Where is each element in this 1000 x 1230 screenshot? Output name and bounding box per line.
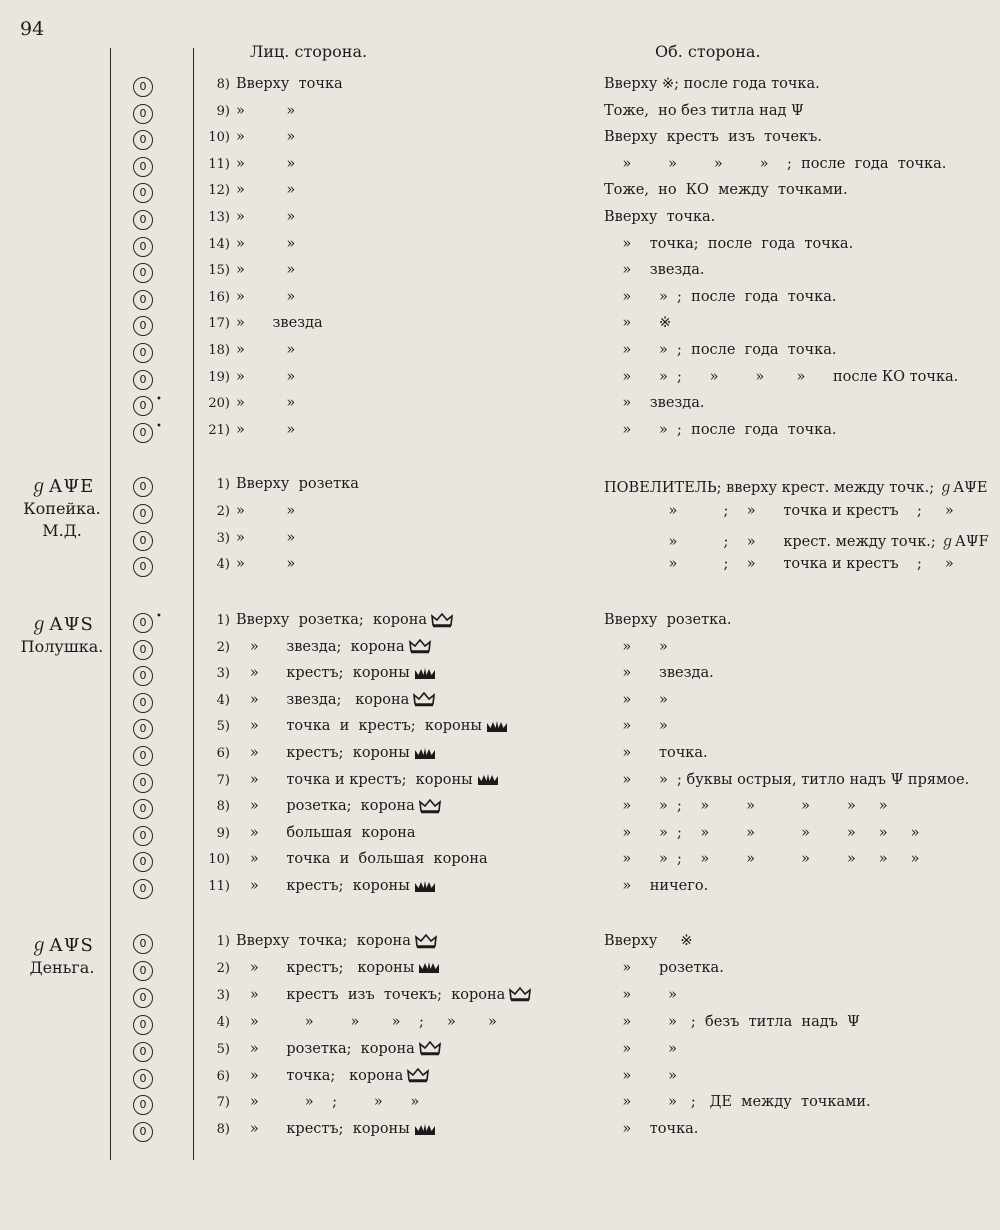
crowns-icon bbox=[477, 772, 499, 787]
row-number: 6) bbox=[216, 746, 230, 761]
crown-icon bbox=[419, 1041, 441, 1056]
table-row bbox=[0, 528, 1000, 554]
row-number: 19) bbox=[208, 369, 230, 385]
front-text: » крестъ; короны bbox=[236, 1121, 410, 1138]
front-description bbox=[236, 503, 295, 519]
dot-mark: • bbox=[156, 394, 162, 406]
row-number: 3) bbox=[216, 666, 230, 682]
back-description: » » ; » » » » » bbox=[604, 798, 888, 815]
front-description bbox=[236, 745, 436, 761]
circle-mark-icon: 0 bbox=[133, 557, 153, 577]
circle-mark-icon: 0 bbox=[133, 504, 153, 524]
row-number: 11) bbox=[208, 879, 230, 894]
table-row bbox=[0, 1012, 1000, 1038]
front-description bbox=[236, 1094, 419, 1110]
front-description bbox=[236, 612, 453, 628]
front-text: » точка и крестъ; короны bbox=[236, 718, 482, 735]
front-text: » крестъ изъ точекъ; корона bbox=[236, 986, 506, 1003]
page-number: 94 bbox=[20, 18, 45, 40]
row-number: 8) bbox=[216, 77, 230, 92]
front-text: » » bbox=[236, 421, 296, 438]
circle-mark-icon: 0 bbox=[133, 396, 153, 416]
front-text: » крестъ; короны bbox=[236, 745, 410, 761]
front-text: Вверху точка; корона bbox=[236, 933, 411, 949]
circle-mark-icon: 0 bbox=[133, 104, 153, 124]
row-number: 1) bbox=[216, 613, 230, 628]
back-description: Вверху точка. bbox=[604, 209, 716, 225]
front-description bbox=[236, 1041, 441, 1057]
front-description bbox=[236, 369, 295, 385]
front-description bbox=[236, 1068, 429, 1084]
table-row bbox=[0, 101, 1000, 127]
circle-mark-icon: 0 bbox=[133, 1042, 153, 1062]
front-text: » точка и большая корона bbox=[236, 851, 488, 868]
table-row bbox=[0, 127, 1000, 153]
front-text: » » bbox=[236, 129, 296, 146]
back-description: » » ; » » » » » » bbox=[604, 824, 920, 841]
denomination-mark: М.Д. bbox=[42, 521, 82, 540]
row-number: 12) bbox=[208, 183, 230, 199]
back-description: » » bbox=[604, 986, 678, 1003]
table-row bbox=[0, 474, 1000, 500]
circle-mark-icon: 0 bbox=[133, 640, 153, 660]
front-text: Вверху точка bbox=[236, 76, 343, 92]
back-description: » » ; после года точка. bbox=[604, 288, 837, 305]
back-description: » ничего. bbox=[604, 878, 709, 894]
front-description bbox=[236, 156, 295, 172]
circle-mark-icon: 0 bbox=[133, 799, 153, 819]
front-text: » крестъ; короны bbox=[236, 959, 415, 976]
row-number: 9) bbox=[216, 103, 230, 119]
row-number: 1) bbox=[216, 477, 230, 492]
dot-mark: • bbox=[156, 420, 162, 432]
circle-mark-icon: 0 bbox=[133, 746, 153, 766]
circle-mark-icon: 0 bbox=[133, 773, 153, 793]
front-description bbox=[236, 1014, 497, 1030]
back-description: » точка. bbox=[604, 1121, 699, 1138]
back-description: » » ; после года точка. bbox=[604, 421, 837, 438]
front-description bbox=[236, 825, 416, 841]
front-text: » » bbox=[236, 529, 296, 546]
row-number: 11) bbox=[208, 156, 230, 172]
crowns-icon bbox=[414, 1122, 436, 1137]
row-number: 4) bbox=[216, 692, 230, 708]
crown-icon bbox=[415, 934, 437, 949]
back-description: » звезда. bbox=[604, 395, 705, 412]
table-row bbox=[0, 260, 1000, 286]
row-number: 7) bbox=[216, 772, 230, 788]
back-description: » » ; после года точка. bbox=[604, 342, 837, 358]
circle-mark-icon: 0 bbox=[133, 210, 153, 230]
table-row bbox=[0, 420, 1000, 446]
circle-mark-icon: 0 bbox=[133, 370, 153, 390]
front-description bbox=[236, 718, 508, 734]
back-description: » » bbox=[604, 691, 668, 708]
front-text: » » bbox=[236, 102, 296, 119]
front-description bbox=[236, 262, 295, 278]
front-text: » большая корона bbox=[236, 824, 416, 841]
circle-mark-icon: 0 bbox=[133, 1122, 153, 1142]
circle-mark-icon: 0 bbox=[133, 693, 153, 713]
front-description bbox=[236, 798, 441, 814]
back-description: » » ; ДЕ между точками. bbox=[604, 1094, 871, 1111]
back-description: Вверху крестъ изъ точекъ. bbox=[604, 129, 822, 146]
back-description: » звезда. bbox=[604, 262, 705, 279]
row-number: 17) bbox=[208, 316, 230, 332]
circle-mark-icon: 0 bbox=[133, 1069, 153, 1089]
table-row bbox=[0, 690, 1000, 716]
table-row bbox=[0, 313, 1000, 339]
table-row bbox=[0, 849, 1000, 875]
front-text: » розетка; корона bbox=[236, 798, 415, 815]
front-description bbox=[236, 395, 295, 411]
table-row bbox=[0, 743, 1000, 769]
table-row bbox=[0, 770, 1000, 796]
front-description bbox=[236, 182, 295, 198]
table-row bbox=[0, 234, 1000, 260]
front-description bbox=[236, 530, 295, 546]
denomination-name: Деньга. bbox=[29, 958, 95, 977]
back-description: » » » » ; после года точка. bbox=[604, 155, 947, 172]
circle-mark-icon: 0 bbox=[133, 988, 153, 1008]
row-number: 9) bbox=[216, 825, 230, 841]
circle-mark-icon: 0 bbox=[133, 961, 153, 981]
row-number: 10) bbox=[208, 852, 230, 868]
circle-mark-icon: 0 bbox=[133, 879, 153, 899]
front-text: » » bbox=[236, 502, 296, 519]
table-row bbox=[0, 663, 1000, 689]
front-text: » » bbox=[236, 395, 296, 412]
front-text: » » » » ; » » bbox=[236, 1013, 497, 1030]
table-row bbox=[0, 716, 1000, 742]
back-description: » » bbox=[604, 1067, 678, 1084]
back-description: » » bbox=[604, 638, 668, 655]
circle-mark-icon: 0 bbox=[133, 666, 153, 686]
table-row bbox=[0, 876, 1000, 902]
circle-mark-icon: 0 bbox=[133, 290, 153, 310]
back-description: » ※ bbox=[604, 315, 672, 332]
header-front-side: Лиц. сторона. bbox=[250, 42, 368, 61]
crowns-icon bbox=[414, 879, 436, 894]
table-row bbox=[0, 985, 1000, 1011]
back-description: » » bbox=[604, 1040, 678, 1057]
back-description: Тоже, но без титла над Ψ bbox=[604, 102, 804, 119]
row-number: 2) bbox=[216, 960, 230, 976]
front-description bbox=[236, 960, 440, 976]
crown-icon bbox=[509, 987, 531, 1002]
crown-icon bbox=[413, 692, 435, 707]
header-back-side: Об. сторона. bbox=[655, 42, 761, 61]
row-number: 21) bbox=[208, 422, 230, 438]
circle-mark-icon: 0 bbox=[133, 423, 153, 443]
table-row bbox=[0, 367, 1000, 393]
front-description bbox=[236, 76, 343, 92]
row-number: 4) bbox=[216, 557, 230, 573]
front-text: » точка; корона bbox=[236, 1067, 404, 1084]
front-text: » » ; » » bbox=[236, 1094, 420, 1111]
row-number: 2) bbox=[216, 639, 230, 655]
row-number: 7) bbox=[216, 1095, 230, 1111]
front-text: » точка и крестъ; короны bbox=[236, 771, 473, 788]
table-row bbox=[0, 393, 1000, 419]
front-text: Вверху розетка bbox=[236, 476, 359, 492]
row-number: 3) bbox=[216, 530, 230, 546]
front-description bbox=[236, 665, 436, 681]
back-description: » звезда. bbox=[604, 665, 714, 682]
front-description bbox=[236, 556, 295, 572]
denomination-name: Полушка. bbox=[20, 637, 104, 656]
circle-mark-icon: 0 bbox=[133, 183, 153, 203]
front-description bbox=[236, 315, 323, 331]
front-text: Вверху розетка; корона bbox=[236, 612, 428, 628]
circle-mark-icon: 0 bbox=[133, 263, 153, 283]
table-row bbox=[0, 287, 1000, 313]
back-description: ПОВЕЛИТЕЛЬ; вверху крест. между точк.; ℊАΨЕ bbox=[604, 480, 988, 496]
row-number: 16) bbox=[208, 289, 230, 305]
table-row bbox=[0, 180, 1000, 206]
back-description: » » ; » » » после КО точка. bbox=[604, 368, 959, 385]
back-description: » точка; после года точка. bbox=[604, 235, 854, 252]
table-row bbox=[0, 340, 1000, 366]
front-text: » звезда bbox=[236, 315, 323, 332]
table-row bbox=[0, 1066, 1000, 1092]
circle-mark-icon: 0 bbox=[133, 237, 153, 257]
front-description bbox=[236, 209, 295, 225]
denomination-code: ℊАΨЕ bbox=[29, 476, 95, 497]
row-number: 15) bbox=[208, 263, 230, 279]
front-description bbox=[236, 342, 295, 358]
front-text: » звезда; корона bbox=[236, 691, 410, 708]
crown-icon bbox=[409, 639, 431, 654]
front-text: » » bbox=[236, 262, 296, 279]
back-description: Вверху ※ bbox=[604, 933, 693, 949]
back-description: » » ; безъ титла надъ Ψ bbox=[604, 1013, 860, 1030]
table-row bbox=[0, 1119, 1000, 1145]
circle-mark-icon: 0 bbox=[133, 1015, 153, 1035]
table-row bbox=[0, 74, 1000, 100]
front-text: » » bbox=[236, 235, 296, 252]
front-description bbox=[236, 987, 531, 1003]
back-description: Вверху ※; после года точка. bbox=[604, 76, 820, 92]
front-text: » розетка; корона bbox=[236, 1040, 415, 1057]
front-description bbox=[236, 933, 437, 949]
crowns-icon bbox=[486, 719, 508, 734]
row-number: 5) bbox=[216, 719, 230, 735]
table-row bbox=[0, 1039, 1000, 1065]
table-row bbox=[0, 207, 1000, 233]
circle-mark-icon: 0 bbox=[133, 852, 153, 872]
table-row bbox=[0, 931, 1000, 957]
back-description: » точка. bbox=[604, 745, 708, 761]
circle-mark-icon: 0 bbox=[133, 130, 153, 150]
back-description: » » ; буквы острыя, титло надъ Ψ прямое. bbox=[604, 771, 970, 788]
crown-icon bbox=[419, 799, 441, 814]
front-text: » » bbox=[236, 288, 296, 305]
row-number: 13) bbox=[208, 210, 230, 225]
circle-mark-icon: 0 bbox=[133, 157, 153, 177]
row-number: 4) bbox=[216, 1014, 230, 1030]
front-description bbox=[236, 129, 295, 145]
table-row bbox=[0, 554, 1000, 580]
circle-mark-icon: 0 bbox=[133, 316, 153, 336]
dot-mark: • bbox=[156, 611, 162, 622]
circle-mark-icon: 0 bbox=[133, 477, 153, 497]
circle-mark-icon: 0 bbox=[133, 1095, 153, 1115]
circle-mark-icon: 0 bbox=[133, 77, 153, 97]
back-description: » ; » точка и крестъ ; » bbox=[604, 556, 954, 573]
front-text: » » bbox=[236, 155, 296, 172]
row-number: 6) bbox=[216, 1068, 230, 1084]
table-row bbox=[0, 823, 1000, 849]
crowns-icon bbox=[414, 666, 436, 681]
back-description: » » bbox=[604, 718, 668, 735]
denomination-name: Копейка. bbox=[23, 499, 101, 518]
row-number: 2) bbox=[216, 503, 230, 519]
front-description bbox=[236, 772, 499, 788]
table-row bbox=[0, 637, 1000, 663]
denomination-code: ℊАΨЅ bbox=[30, 935, 94, 956]
back-description: » ; » точка и крестъ ; » bbox=[604, 502, 954, 519]
front-text: » » bbox=[236, 209, 296, 225]
circle-mark-icon: 0 bbox=[133, 613, 153, 633]
front-text: » крестъ; короны bbox=[236, 665, 410, 682]
front-description bbox=[236, 692, 435, 708]
front-text: » » bbox=[236, 182, 296, 199]
row-number: 5) bbox=[216, 1041, 230, 1057]
back-description: Вверху розетка. bbox=[604, 612, 732, 628]
row-number: 14) bbox=[208, 236, 230, 252]
circle-mark-icon: 0 bbox=[133, 826, 153, 846]
front-text: » » bbox=[236, 368, 296, 385]
row-number: 3) bbox=[216, 987, 230, 1003]
front-description bbox=[236, 1121, 436, 1137]
row-number: 1) bbox=[216, 934, 230, 949]
front-text: » » bbox=[236, 556, 296, 573]
front-description bbox=[236, 289, 295, 305]
back-description: » ; » крест. между точк.; ℊАΨF bbox=[604, 533, 989, 550]
row-number: 8) bbox=[216, 1122, 230, 1138]
row-number: 10) bbox=[208, 130, 230, 146]
crown-icon bbox=[431, 613, 453, 628]
table-row bbox=[0, 796, 1000, 822]
table-row bbox=[0, 610, 1000, 636]
table-row bbox=[0, 958, 1000, 984]
circle-mark-icon: 0 bbox=[133, 343, 153, 363]
circle-mark-icon: 0 bbox=[133, 531, 153, 551]
table-row bbox=[0, 501, 1000, 527]
front-text: » » bbox=[236, 342, 296, 358]
row-number: 20) bbox=[208, 396, 230, 412]
row-number: 18) bbox=[208, 343, 230, 358]
front-description bbox=[236, 878, 436, 894]
denomination-code: ℊАΨЅ bbox=[30, 614, 94, 635]
front-text: » звезда; корона bbox=[236, 638, 405, 655]
front-description bbox=[236, 851, 488, 867]
row-number: 8) bbox=[216, 799, 230, 815]
front-description bbox=[236, 103, 295, 119]
back-description: Тоже, но КО между точками. bbox=[604, 182, 848, 199]
front-description bbox=[236, 236, 295, 252]
table-row bbox=[0, 1092, 1000, 1118]
circle-mark-icon: 0 bbox=[133, 934, 153, 954]
front-description bbox=[236, 476, 359, 492]
table-row bbox=[0, 154, 1000, 180]
crowns-icon bbox=[418, 960, 440, 975]
front-description bbox=[236, 422, 295, 438]
circle-mark-icon: 0 bbox=[133, 719, 153, 739]
crowns-icon bbox=[414, 746, 436, 761]
front-description bbox=[236, 639, 431, 655]
back-description: » розетка. bbox=[604, 959, 724, 976]
back-description: » » ; » » » » » » bbox=[604, 851, 920, 868]
front-text: » крестъ; короны bbox=[236, 878, 410, 894]
crown-icon bbox=[407, 1068, 429, 1083]
